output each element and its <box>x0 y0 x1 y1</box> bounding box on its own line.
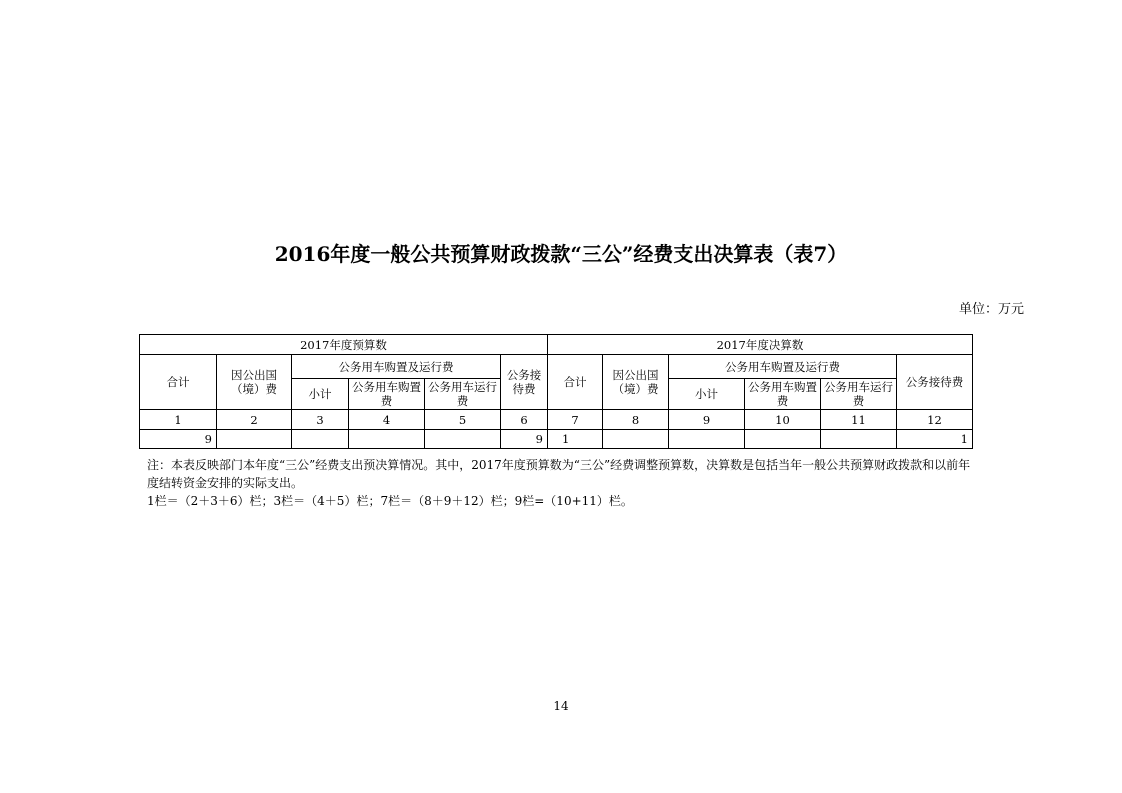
value-cell: 1 <box>897 430 973 449</box>
header-actual-subtotal: 小计 <box>669 379 745 410</box>
header-actual-total: 合计 <box>548 355 603 410</box>
header-budget-vehicle-group: 公务用车购置及运行费 <box>292 355 501 379</box>
value-cell <box>425 430 501 449</box>
column-number: 3 <box>292 410 349 430</box>
column-number: 1 <box>140 410 217 430</box>
document-title: 2016年度一般公共预算财政拨款“三公”经费支出决算表（表7） <box>274 242 848 266</box>
column-number: 8 <box>603 410 669 430</box>
note-paragraph: 注：本表反映部门本年度“三公”经费支出预决算情况。其中，2017年度预算数为“三公”经费调整预算数，决算数是包括当年一般公共预算财政拨款和以前年度结转资金安排的实际支出。 <box>147 458 971 490</box>
header-budget-vehicle-purchase: 公务用车购置费 <box>349 379 425 410</box>
header-budget-subtotal: 小计 <box>292 379 349 410</box>
value-cell <box>292 430 349 449</box>
value-cell: 9 <box>501 430 548 449</box>
column-number: 12 <box>897 410 973 430</box>
note-formula: 1栏＝（2＋3＋6）栏；3栏＝（4＋5）栏；7栏＝（8＋9＋12）栏；9栏=（10+11）栏。 <box>147 494 633 508</box>
header-actual-reception: 公务接待费 <box>897 355 973 410</box>
value-cell <box>603 430 669 449</box>
column-number: 10 <box>745 410 821 430</box>
column-number: 9 <box>669 410 745 430</box>
column-number: 2 <box>217 410 292 430</box>
value-cell <box>669 430 745 449</box>
header-budget-abroad: 因公出国（境）费 <box>217 355 292 410</box>
column-number: 6 <box>501 410 548 430</box>
value-cell <box>349 430 425 449</box>
value-cell <box>745 430 821 449</box>
value-cell: 9 <box>140 430 217 449</box>
header-actual-vehicle-group: 公务用车购置及运行费 <box>669 355 897 379</box>
unit-label: 单位：万元 <box>958 302 1024 317</box>
table-notes <box>147 456 977 510</box>
header-budget-total: 合计 <box>140 355 217 410</box>
header-budget-reception: 公务接待费 <box>501 355 548 410</box>
column-number: 5 <box>425 410 501 430</box>
header-actual-abroad: 因公出国（境）费 <box>603 355 669 410</box>
header-actual-vehicle-purchase: 公务用车购置费 <box>745 379 821 410</box>
column-number: 7 <box>548 410 603 430</box>
header-budget-vehicle-operation: 公务用车运行费 <box>425 379 501 410</box>
value-cell <box>217 430 292 449</box>
group-header-actual: 2017年度决算数 <box>548 335 973 355</box>
value-cell: 1 <box>548 430 603 449</box>
value-row <box>140 430 973 449</box>
column-number: 11 <box>821 410 897 430</box>
column-number: 4 <box>349 410 425 430</box>
group-header-budget: 2017年度预算数 <box>140 335 548 355</box>
value-cell <box>821 430 897 449</box>
header-actual-vehicle-operation: 公务用车运行费 <box>821 379 897 410</box>
three-public-expenses-table <box>139 334 973 449</box>
page-number: 14 <box>553 699 569 713</box>
column-number-row <box>140 410 973 430</box>
